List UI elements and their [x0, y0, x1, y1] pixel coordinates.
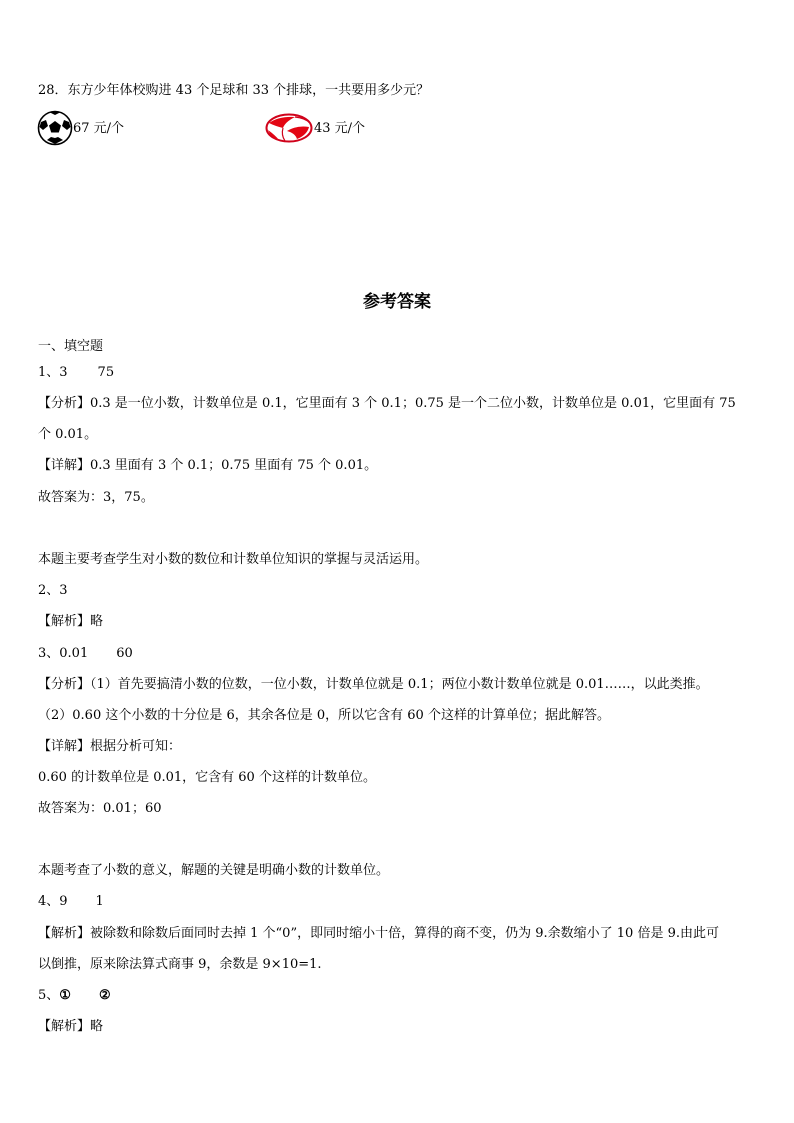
answer-1-detail: 【详解】0.3 里面有 3 个 0.1；0.75 里面有 75 个 0.01。 — [38, 458, 378, 473]
answer-5-choice-1: ① — [59, 988, 71, 1003]
answers-title: 参考答案 — [363, 292, 431, 312]
answer-5-analysis: 【解析】略 — [38, 1019, 104, 1034]
soccer-ball-icon — [37, 110, 73, 146]
answer-4-analysis-line2: 以倒推，原来除法算式商事 9，余数是 9×10=1. — [38, 957, 322, 972]
answer-3-value: 60 — [116, 646, 133, 661]
soccer-price: 67 元/个 — [73, 121, 125, 136]
answer-1-analysis-line2: 个 0.01。 — [38, 427, 98, 442]
answer-4-value: 1 — [95, 894, 104, 909]
answer-3-number: 3、0.01 — [38, 646, 89, 661]
answer-1-value: 75 — [97, 365, 115, 380]
answer-1-number: 1、3 — [38, 365, 68, 380]
answer-1-answer: 故答案为：3，75。 — [38, 490, 154, 505]
answer-2-analysis: 【解析】略 — [38, 614, 104, 629]
answer-1-analysis-line1: 【分析】0.3 是一位小数，计数单位是 0.1，它里面有 3 个 0.1；0.75 是一个二位小数，计数单位是 0.01，它里面有 75 — [38, 396, 736, 411]
answer-5-number: 5、 — [38, 988, 60, 1003]
volleyball-price: 43 元/个 — [314, 121, 366, 136]
answer-3-detail: 【详解】根据分析可知： — [38, 739, 182, 754]
section-heading: 一、填空题 — [38, 339, 104, 354]
question-28-text: 28．东方少年体校购进 43 个足球和 33 个排球，一共要用多少元？ — [38, 83, 430, 98]
answer-4-head — [38, 894, 104, 910]
answer-3-answer: 故答案为：0.01；60 — [38, 801, 162, 816]
answer-3-detail2: 0.60 的计数单位是 0.01，它含有 60 个这样的计数单位。 — [38, 770, 376, 785]
answer-3-analysis-line1: 【分析】（1）首先要搞清小数的位数，一位小数，计数单位就是 0.1；两位小数计数单位就是 0.01……，以此类推。 — [38, 677, 709, 692]
answer-3-analysis-line2: （2）0.60 这个小数的十分位是 6，其余各位是 0，所以它含有 60 个这样的计算单位；据此解答。 — [38, 708, 610, 723]
answer-4-analysis-line1: 【解析】被除数和除数后面同时去掉 1 个“0”，即同时缩小十倍，算得的商不变，仍为 9.余数缩小了 10 倍是 9.由此可 — [38, 926, 719, 941]
answer-2-head: 2、3 — [38, 583, 68, 598]
answer-5-head — [38, 988, 111, 1004]
answer-1-comment: 本题主要考查学生对小数的数位和计数单位知识的掌握与灵活运用。 — [38, 552, 429, 567]
answer-5-choice-2: ② — [98, 988, 111, 1003]
answer-3-comment: 本题考查了小数的意义，解题的关键是明确小数的计数单位。 — [38, 863, 390, 878]
answer-1-head — [38, 365, 114, 381]
answer-4-number: 4、9 — [38, 894, 68, 909]
volleyball-icon — [265, 113, 313, 143]
answer-3-head — [38, 646, 133, 662]
